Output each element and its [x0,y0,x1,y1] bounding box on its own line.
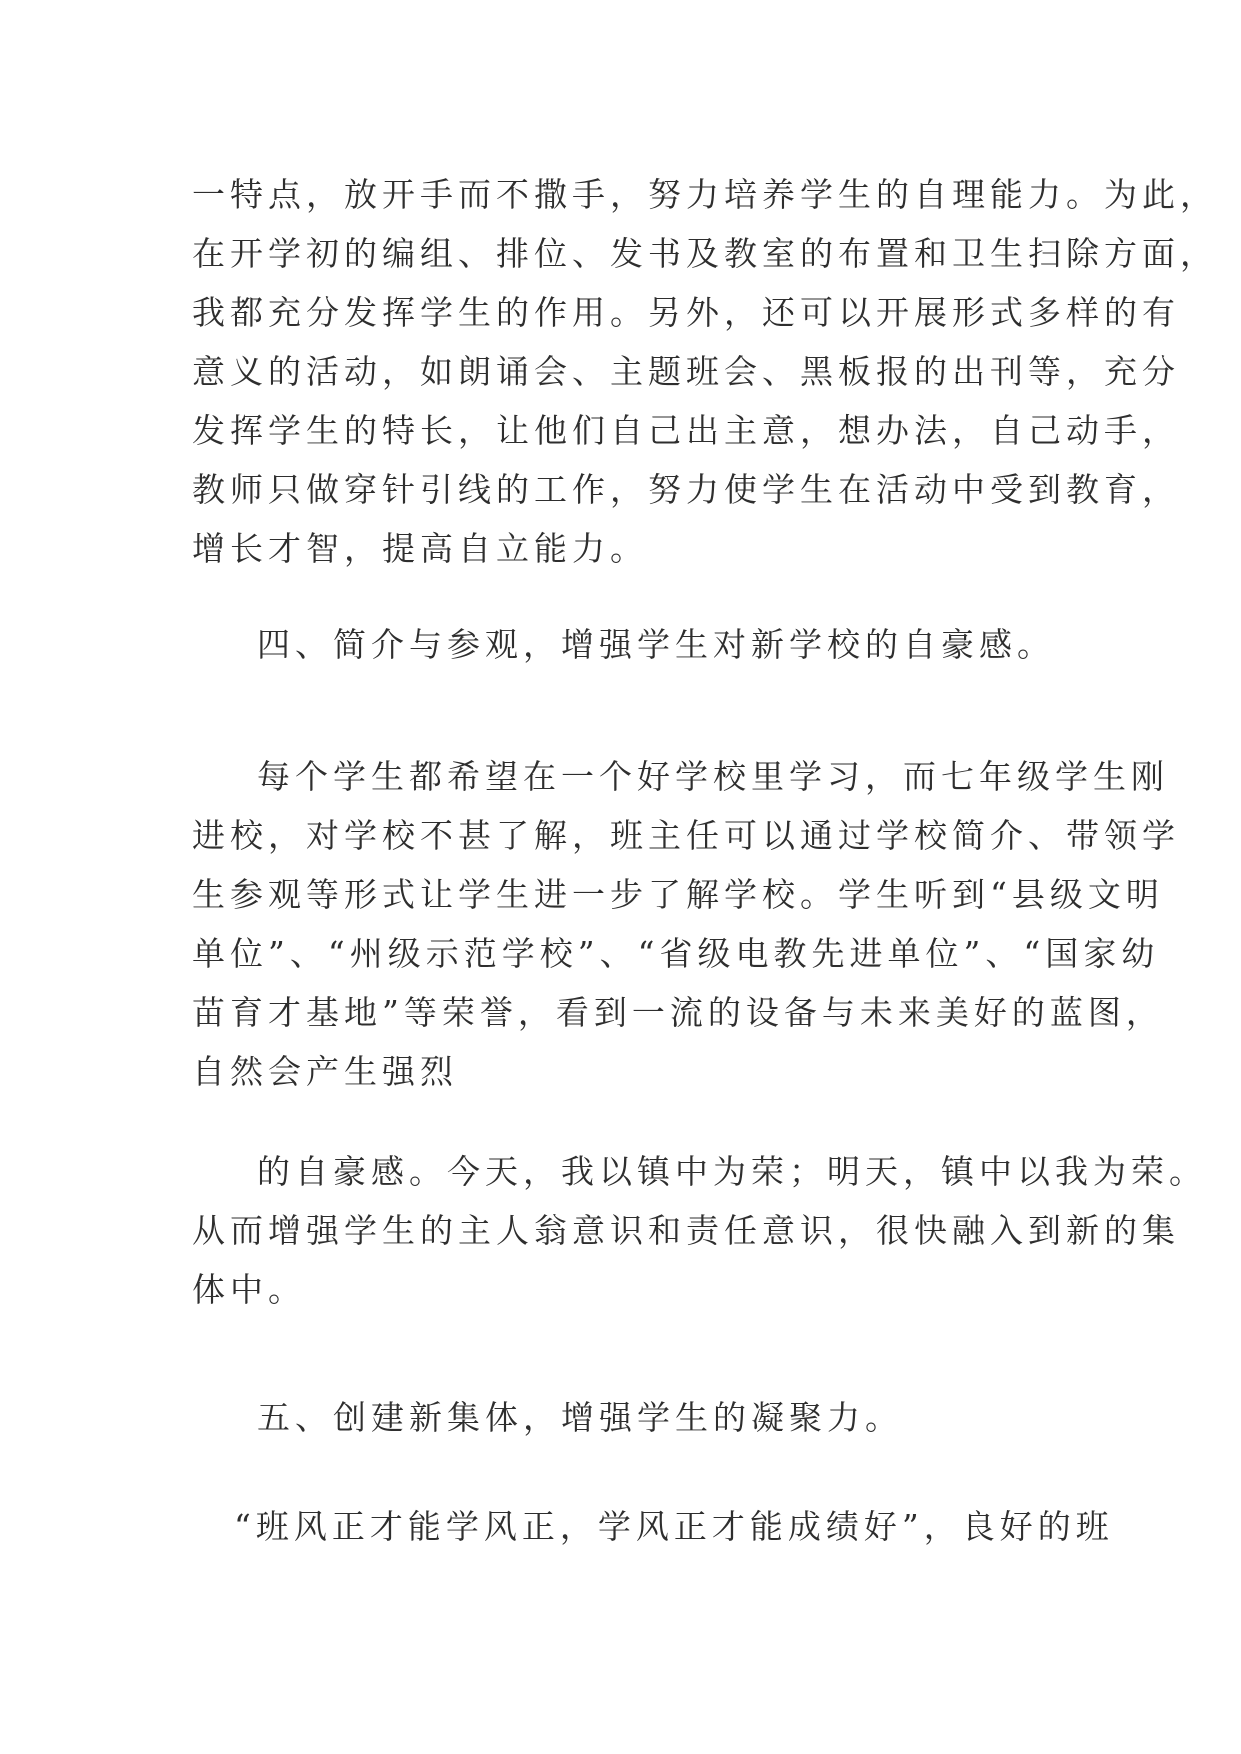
paragraph-line: 自然会产生强烈 [192,1052,458,1091]
paragraph-line: 意义的活动，如朗诵会、主题班会、黑板报的出刊等，充分 [192,352,1180,391]
paragraph-line: 增长才智，提高自立能力。 [192,529,648,568]
section-heading-text: 四、简介与参观，增强学生对新学校的自豪感。 [257,625,1055,664]
paragraph-line: 我都充分发挥学生的作用。另外，还可以开展形式多样的有 [192,293,1180,332]
paragraph-line: 从而增强学生的主人翁意识和责任意识，很快融入到新的集 [192,1211,1180,1250]
paragraph-line: 体中。 [192,1270,306,1309]
paragraph-line: “班风正才能学风正，学风正才能成绩好”，良好的班 [234,1507,1114,1546]
paragraph-line: 一特点，放开手而不撒手，努力培养学生的自理能力。为此， [192,175,1218,214]
paragraph-pride [192,1142,1207,1319]
section-heading-five [192,1388,1072,1447]
section-heading-text: 五、创建新集体，增强学生的凝聚力。 [257,1398,903,1437]
paragraph-self-management [192,165,1218,578]
paragraph-line: 每个学生都希望在一个好学校里学习，而七年级学生刚 [257,757,1169,796]
paragraph-line: 生参观等形式让学生进一步了解学校。学生听到“县级文明 [192,875,1164,914]
paragraph-class-spirit [192,1497,1114,1556]
paragraph-line: 教师只做穿针引线的工作，努力使学生在活动中受到教育， [192,470,1180,509]
paragraph-line: 发挥学生的特长，让他们自己出主意，想办法，自己动手， [192,411,1180,450]
paragraph-line: 进校，对学校不甚了解，班主任可以通过学校简介、带领学 [192,816,1180,855]
paragraph-line: 苗育才基地”等荣誉，看到一流的设备与未来美好的蓝图， [192,993,1164,1032]
section-heading-four [192,615,1072,674]
paragraph-line: 在开学初的编组、排位、发书及教室的布置和卫生扫除方面， [192,234,1218,273]
paragraph-line: 单位”、“州级示范学校”、“省级电教先进单位”、“国家幼 [192,934,1160,973]
paragraph-school-intro [192,747,1180,1101]
paragraph-line: 的自豪感。今天，我以镇中为荣；明天，镇中以我为荣。 [257,1152,1207,1191]
